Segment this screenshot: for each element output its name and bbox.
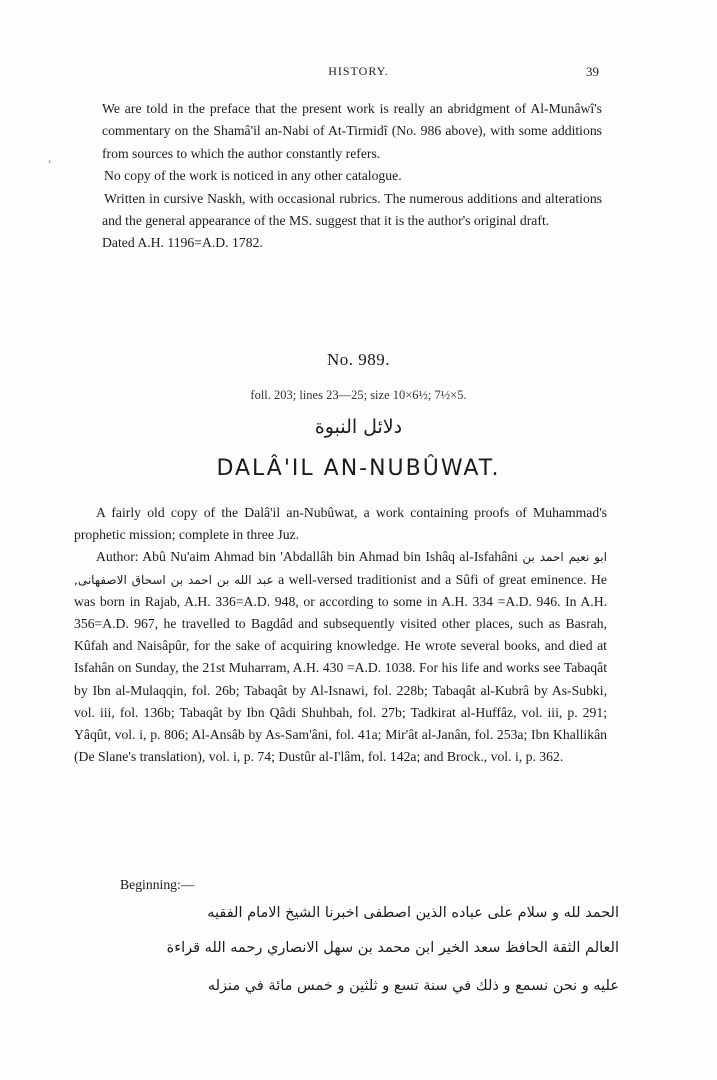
arabic-title: دلائل النبوة: [314, 416, 403, 438]
running-title: HISTORY.: [328, 64, 389, 78]
previous-entry-text: [102, 98, 602, 255]
entry-number: No. 989.: [326, 350, 391, 369]
author-paragraph: [74, 546, 607, 768]
beginning-label: Beginning:—: [120, 877, 195, 892]
previous-entry-date: Dated A.H. 1196=A.D. 1782.: [102, 235, 263, 251]
arabic-incipit-line: الحمد لله و سلام على عباده الذين اصطفى اخبرنا الشيخ الامام الفقيه: [207, 905, 619, 921]
page-number: 39: [586, 64, 599, 79]
previous-entry-paragraph: We are told in the preface that the present work is really an abridgment of Al-Munâwî's commentary on the Shamâ'il an-Nabi of At-Tirmidî (No. 986 above), with some additions from sources to which the author constantly refers.: [102, 101, 602, 161]
author-intro: Author: Abû Nu'aim Ahmad bin 'Abdallâh bin Ahmad bin Ishâq al-Isfahâni: [96, 549, 518, 565]
description-paragraph: A fairly old copy of the Dalâ'il an-Nubûwat, a work containing proofs of Muhammad's prophetic mission; complete in three Juz.: [74, 505, 607, 543]
author-biography: a well-versed traditionist and a Sûfi of great eminence. He was born in Rajab, A.H. 336=A.D. 948, or according to some in A.H. 334 =A.D. 946. In A.H. 356=A.D. 967, he travelled to Bagdâd and subsequently visited other places, such as Basrah, Kûfah and Naisâpûr, for the sake of acquiring knowledge. He wrote several books, and died at Isfahân on Sunday, the 21st Muharram, A.H. 430 =A.D. 1038. For his life and works see Tabaqât by Ibn al-Mulaqqin, fol. 26b; Tabaqât by Al-Isnawi, fol. 228b; Tabaqât al-Kubrâ by As-Subki, vol. iii, fol. 136b; Tabaqât by Ibn Qâdi Shuhbah, fol. 27b; Tadkirat al-Huffâz, vol. iii, p. 291; Yâqût, vol. i, p. 806; Al-Ansâb by As-Sam'âni, fol. 41a; Mir'ât al-Janân, fol. 253a; Ibn Khallikân (De Slane's translation), vol. i, p. 74; Dustûr al-I'lâm, fol. 142a; and Brock., vol. i, p. 362.: [74, 571, 607, 765]
previous-entry-paragraph: No copy of the work is noticed in any other catalogue.: [104, 168, 402, 184]
arabic-incipit-line: العالم الثقة الحافظ سعد الخير ابن محمد بن سهل الانصاري رحمه الله قراءة: [166, 940, 619, 956]
author-arabic-name: ابو نعيم احمد بن عبد الله بن احمد بن اسحاق الاصفهانى,: [74, 550, 608, 587]
previous-entry-paragraph: Written in cursive Naskh, with occasional rubrics. The numerous additions and alterations and the general appearance of the MS. suggest that it is the author's original draft.: [102, 190, 602, 229]
work-title: DALÂ'IL AN-NUBÛWAT.: [216, 456, 501, 481]
running-head: [0, 64, 717, 84]
entry-description: [74, 502, 607, 768]
margin-mark: ‹: [48, 156, 52, 167]
collation-line: foll. 203; lines 23—25; size 10×6½; 7½×5.: [250, 388, 467, 402]
arabic-incipit-line: عليه و نحن نسمع و ذلك في سنة تسع و ثلثين و خمس مائة في منزله: [207, 978, 619, 994]
